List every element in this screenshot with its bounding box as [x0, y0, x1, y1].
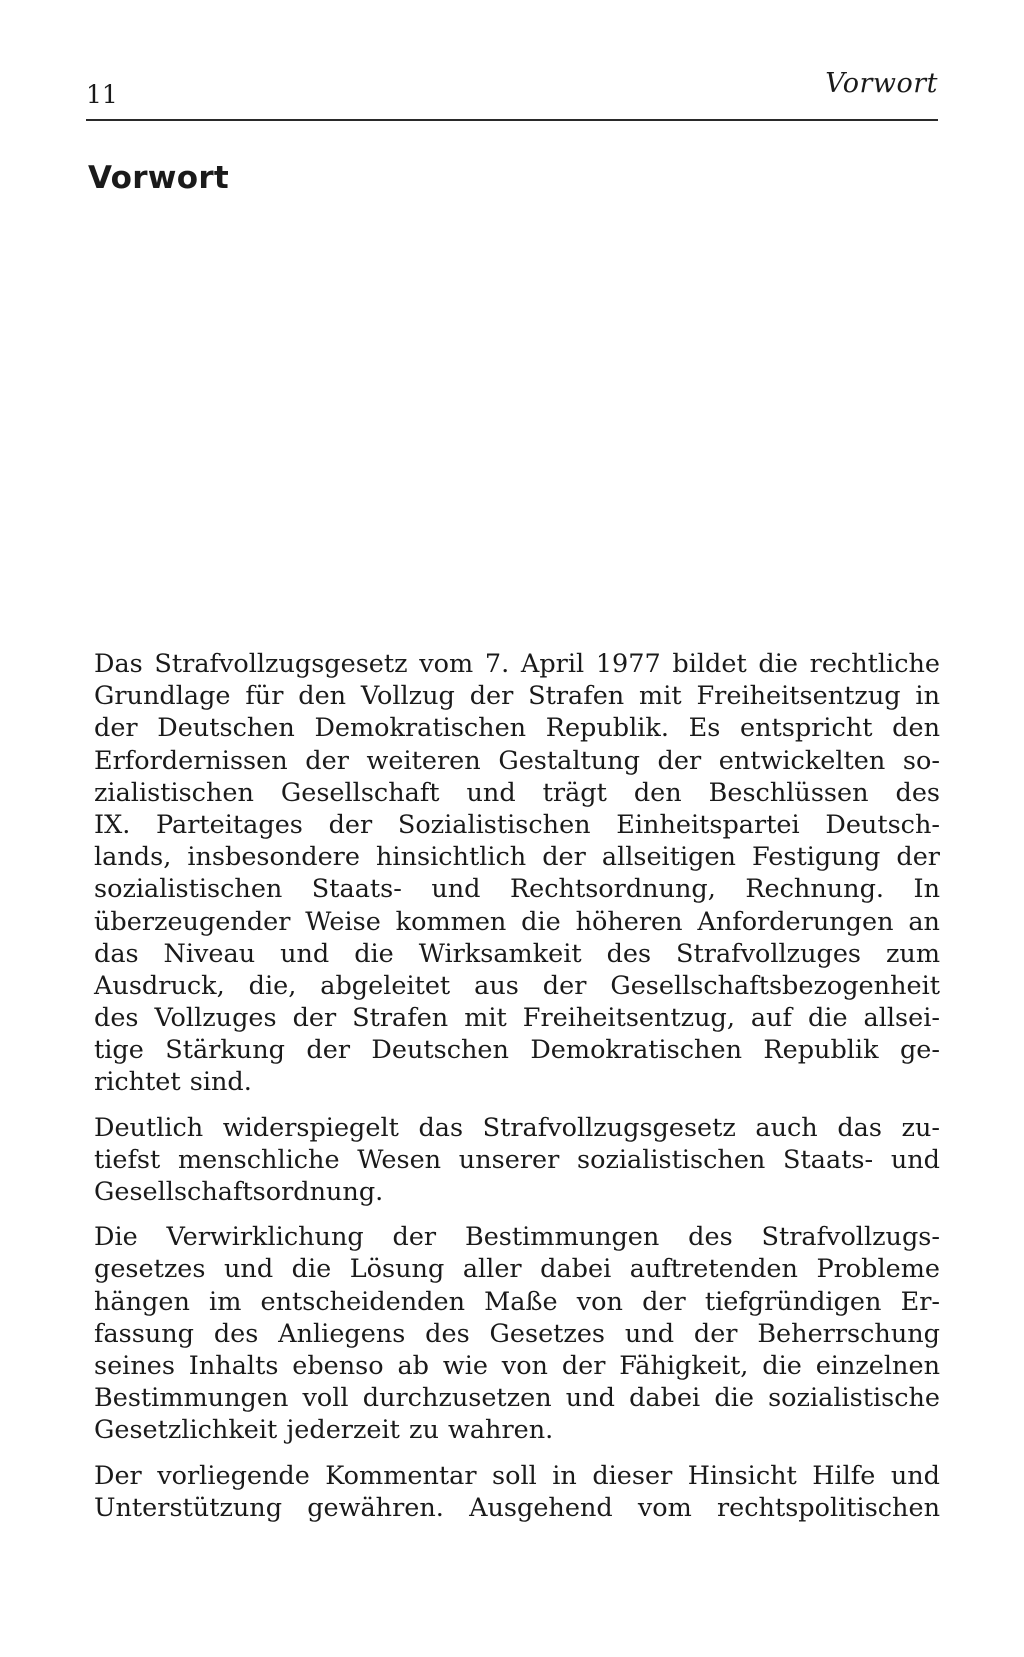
text-line: Erfordernissen der weiteren Gestaltung der entwickelten so- [94, 745, 940, 776]
paragraph-4 [94, 1460, 940, 1524]
text-line: Bestimmungen voll durchzusetzen und dabei die sozialistische [94, 1383, 940, 1414]
text-line: Deutlich widerspiegelt das Strafvollzugsgesetz auch das zu- [94, 1112, 940, 1143]
text-line: tige Stärkung der Deutschen Demokratischen Republik ge- [94, 1035, 940, 1066]
text-line: gesetzes und die Lösung aller dabei auftretenden Probleme [94, 1254, 940, 1285]
text-line: lands, insbesondere hinsichtlich der allseitigen Festigung der [94, 842, 940, 873]
header-rule [86, 119, 938, 121]
paragraph-2 [94, 1112, 940, 1209]
paragraph-1 [94, 648, 940, 1099]
body-text [94, 648, 940, 1537]
text-line: Grundlage für den Vollzug der Strafen mit Freiheitsentzug in [94, 681, 940, 712]
text-line: Das Strafvollzugsgesetz vom 7. April 1977 bildet die rechtliche [94, 649, 940, 679]
text-line: fassung des Anliegens des Gesetzes und der Beherrschung [94, 1318, 940, 1349]
text-line: richtet sind. [94, 1067, 252, 1098]
text-line: Die Verwirklichung der Bestimmungen des Strafvollzugs- [94, 1222, 940, 1253]
text-line: Ausdruck, die, abgeleitet aus der Gesellschaftsbezogenheit [94, 970, 940, 1001]
page-number: 11 [86, 80, 118, 109]
paragraph-3 [94, 1221, 940, 1446]
text-line: Gesetzlichkeit jederzeit zu wahren. [94, 1415, 554, 1446]
text-line: sozialistischen Staats- und Rechtsordnung, Rechnung. In [94, 874, 940, 905]
text-line: Der vorliegende Kommentar soll in dieser Hinsicht Hilfe und [94, 1460, 940, 1491]
text-line: des Vollzuges der Strafen mit Freiheitsentzug, auf die allsei- [94, 1003, 940, 1034]
text-line: Unterstützung gewähren. Ausgehend vom rechtspolitischen [94, 1492, 940, 1523]
text-line: IX. Parteitages der Sozialistischen Einheitspartei Deutsch- [94, 809, 940, 840]
text-line: Gesellschaftsordnung. [94, 1177, 384, 1207]
text-line: zialistischen Gesellschaft und trägt den Beschlüssen des [94, 777, 940, 808]
running-head [86, 68, 938, 108]
text-line: der Deutschen Demokratischen Republik. Es entspricht den [94, 713, 940, 744]
text-line: hängen im entscheidenden Maße von der tiefgründigen Er- [94, 1286, 940, 1317]
text-line: das Niveau und die Wirksamkeit des Strafvollzuges zum [94, 938, 940, 969]
text-line: tiefst menschliche Wesen unserer sozialistischen Staats- und [94, 1144, 940, 1175]
chapter-title: Vorwort [88, 160, 230, 196]
running-title: Vorwort [825, 68, 938, 99]
text-line: überzeugender Weise kommen die höheren Anforderungen an [94, 906, 940, 937]
text-line: seines Inhalts ebenso ab wie von der Fähigkeit, die einzelnen [94, 1350, 940, 1381]
